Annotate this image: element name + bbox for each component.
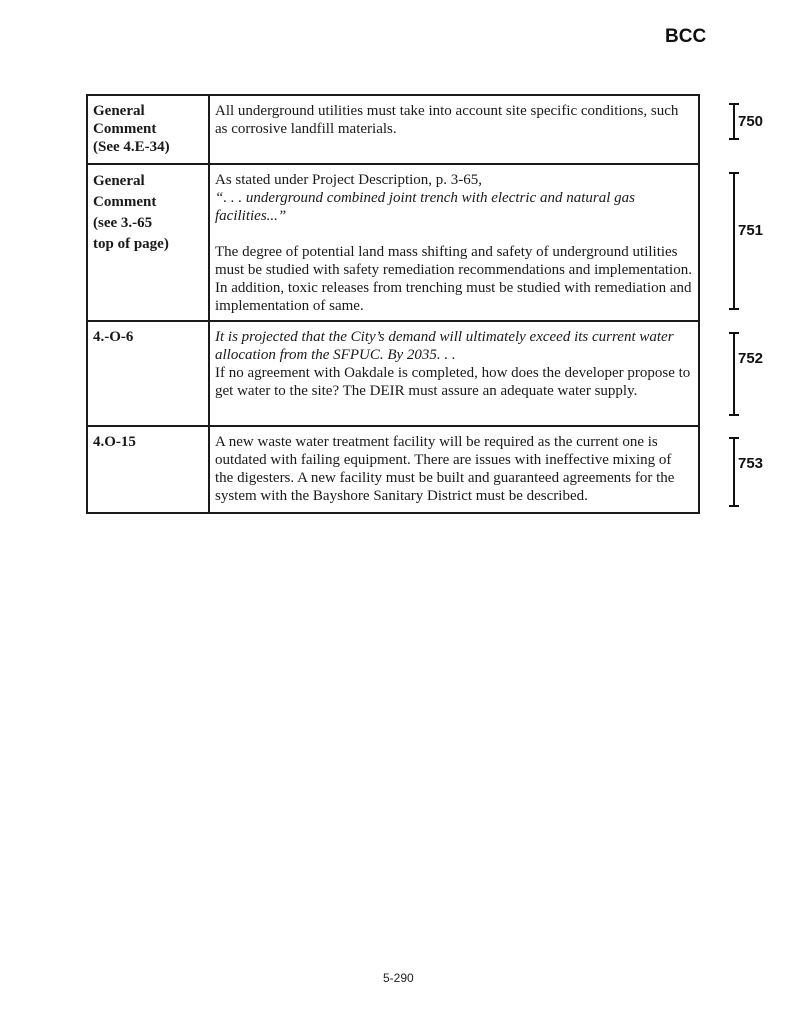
paragraph-gap — [215, 225, 693, 243]
comment-number: 751 — [738, 222, 764, 239]
comment-paragraph: As stated under Project Description, p. 3-65, — [215, 172, 483, 188]
table-row — [87, 426, 699, 513]
reference-cell — [87, 426, 209, 513]
comment-bracket-753 — [733, 437, 745, 507]
reference-cell — [87, 95, 209, 164]
reference-line: Comment — [93, 121, 157, 137]
table-row — [87, 164, 699, 321]
comment-paragraph: The degree of potential land mass shifting and safety of underground utilities must be studied with safety remediation recommendations and implementation. In addition, toxic releases from trenching must be studied with remediation and implementation of same. — [215, 244, 692, 314]
comments-table — [86, 94, 700, 514]
quoted-excerpt: It is projected that the City’s demand will ultimately exceed its current water allocation from the SFPUC. By 2035. . . — [215, 329, 674, 363]
reference-line: top of page) — [93, 236, 169, 252]
comment-cell — [209, 164, 699, 321]
reference-line: (See 4.E-34) — [93, 139, 170, 155]
comment-cell — [209, 95, 699, 164]
reference-line: 4.O-15 — [93, 434, 136, 450]
comment-paragraph: All underground utilities must take into account site specific conditions, such as corrosive landfill materials. — [215, 103, 679, 137]
reference-cell — [87, 164, 209, 321]
comment-paragraph: A new waste water treatment facility will be required as the current one is outdated with failing equipment. There are issues with ineffective mixing of the digesters. A new facility must be built and guaranteed agreements for the system with the Bayshore Sanitary District must be described. — [215, 434, 675, 504]
comment-cell — [209, 321, 699, 426]
comment-number: 753 — [738, 455, 764, 472]
document-code-label: BCC — [665, 26, 707, 47]
reference-line: General — [93, 173, 145, 189]
reference-line: 4.-O-6 — [93, 329, 134, 345]
reference-line: General — [93, 103, 145, 119]
page-number: 5-290 — [383, 971, 414, 985]
comment-number: 752 — [738, 350, 764, 367]
comment-bracket-752 — [733, 332, 745, 416]
reference-line: (see 3.-65 — [93, 215, 153, 231]
table-row — [87, 321, 699, 426]
table-row — [87, 95, 699, 164]
comment-bracket-751 — [733, 172, 745, 310]
comment-paragraph: If no agreement with Oakdale is completed, how does the developer propose to get water to the site? The DEIR must assure an adequate water supply. — [215, 365, 691, 399]
quoted-excerpt: “. . . underground combined joint trench with electric and natural gas facilities...” — [215, 190, 635, 224]
comment-cell — [209, 426, 699, 513]
comment-number: 750 — [738, 113, 764, 130]
reference-line: Comment — [93, 194, 157, 210]
reference-cell — [87, 321, 209, 426]
